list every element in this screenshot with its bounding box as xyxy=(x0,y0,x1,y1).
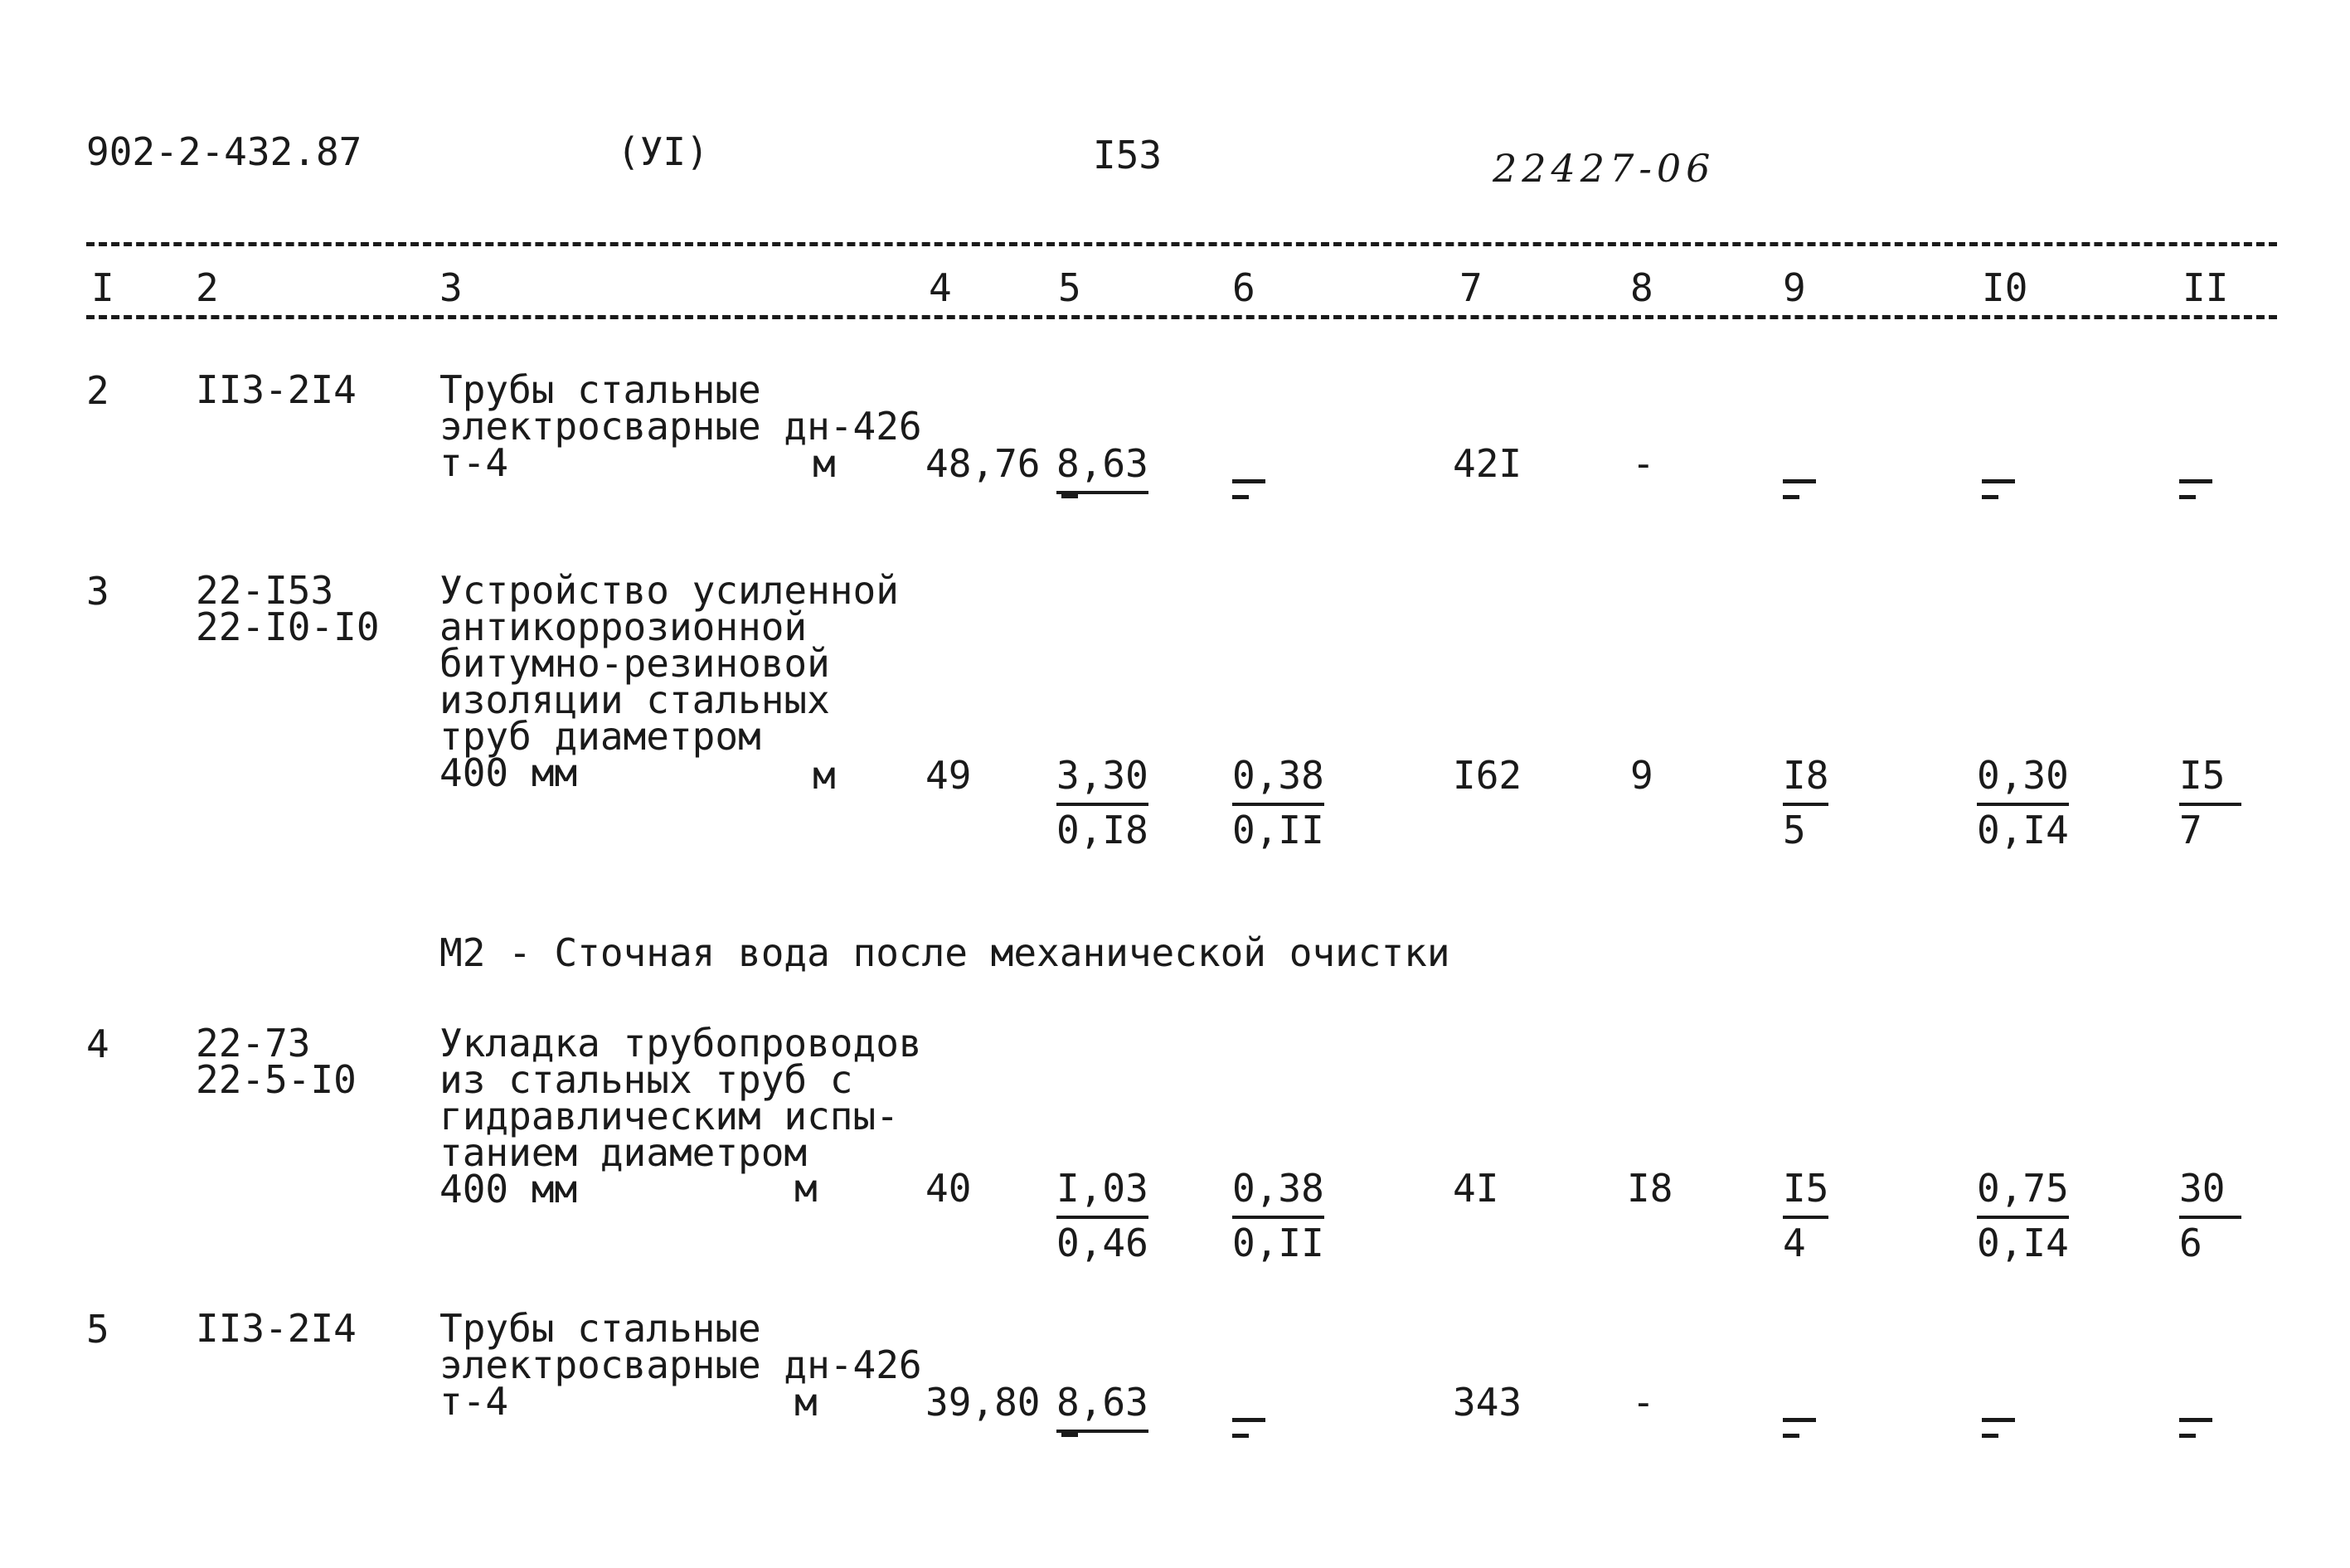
row-description: Трубы стальные электросварные дн-426 т-4 xyxy=(439,1306,922,1424)
row-col10-value: 0,30 xyxy=(1977,753,2069,806)
section-title: М2 - Сточная вода после механической очистки xyxy=(439,930,1450,975)
row-unit: м xyxy=(794,1380,818,1425)
dash-mark xyxy=(1783,463,1816,499)
row-number: 4 xyxy=(86,1022,109,1066)
row-col5-bottom: 0,I8 xyxy=(1056,808,1148,852)
dash-mark xyxy=(2179,1401,2212,1438)
row-description: Укладка трубопроводов из стальных труб с гидравлическим испы- танием диаметром 400 мм xyxy=(439,1021,922,1211)
row-col6-value: 0,38 xyxy=(1232,753,1324,806)
col-header-2: 2 xyxy=(196,265,219,310)
row-col9-value: I5 xyxy=(1783,1166,1828,1219)
row-col7: 42I xyxy=(1453,441,1522,486)
page-number: I53 xyxy=(1093,133,1163,177)
row-col5-top xyxy=(1056,441,1148,486)
row-col11-top xyxy=(2179,1166,2241,1211)
handwritten-stamp: 22427-06 xyxy=(1493,146,1716,191)
row-col10-top xyxy=(1977,1166,2069,1211)
row-col10-bottom: 0,I4 xyxy=(1977,1221,2069,1265)
row-quantity: 40 xyxy=(925,1166,972,1211)
col-header-8: 8 xyxy=(1630,265,1653,310)
row-col5-top xyxy=(1056,753,1148,798)
row-code: II3-2I4 xyxy=(196,1306,357,1351)
row-code: II3-2I4 xyxy=(196,367,357,412)
row-col9-bottom: 4 xyxy=(1783,1221,1806,1265)
col-header-9: 9 xyxy=(1783,265,1806,310)
row-col6-bottom: 0,II xyxy=(1232,1221,1324,1265)
dash-mark xyxy=(1982,463,2015,499)
dash-mark xyxy=(1783,1401,1816,1438)
row-col8: - xyxy=(1632,1380,1655,1425)
dash-mark xyxy=(1232,463,1265,499)
row-quantity: 39,80 xyxy=(925,1380,1041,1425)
row-col7: 343 xyxy=(1453,1380,1522,1425)
row-col6-bottom: 0,II xyxy=(1232,808,1324,852)
row-col7: I62 xyxy=(1453,753,1522,798)
row-col6-top xyxy=(1232,753,1324,798)
col-header-7: 7 xyxy=(1459,265,1483,310)
row-unit: м xyxy=(813,753,836,798)
header-top-rule xyxy=(86,242,2277,246)
row-description: Трубы стальные электросварные дн-426 т-4 xyxy=(439,367,922,485)
row-number: 2 xyxy=(86,368,109,413)
row-col10-bottom: 0,I4 xyxy=(1977,808,2069,852)
row-col6-value: 0,38 xyxy=(1232,1166,1324,1219)
col-header-5: 5 xyxy=(1058,265,1081,310)
row-quantity: 48,76 xyxy=(925,441,1041,486)
section-number: (УI) xyxy=(617,129,709,174)
row-col6-top xyxy=(1232,1166,1324,1211)
header-bottom-rule xyxy=(86,315,2277,319)
row-col5-value: 8,63 xyxy=(1056,1380,1148,1433)
col-header-1: I xyxy=(91,265,114,310)
dash-mark xyxy=(1061,1433,1078,1437)
row-col11-top xyxy=(2179,753,2241,798)
row-col9-value: I8 xyxy=(1783,753,1828,806)
dash-mark xyxy=(1982,1401,2015,1438)
row-col10-value: 0,75 xyxy=(1977,1166,2069,1219)
row-col10-top xyxy=(1977,753,2069,798)
col-header-6: 6 xyxy=(1232,265,1255,310)
row-col11-bottom: 7 xyxy=(2179,808,2202,852)
row-col8: 9 xyxy=(1630,753,1653,798)
row-col9-bottom: 5 xyxy=(1783,808,1806,852)
row-col5-bottom: 0,46 xyxy=(1056,1221,1148,1265)
row-col8: I8 xyxy=(1627,1166,1673,1211)
dash-mark xyxy=(2179,463,2212,499)
row-col11-value: 30 xyxy=(2179,1166,2241,1219)
row-col8: - xyxy=(1632,441,1655,486)
col-header-4: 4 xyxy=(929,265,952,310)
col-header-10: I0 xyxy=(1982,265,2028,310)
row-unit: м xyxy=(813,441,836,486)
row-col5-value: 8,63 xyxy=(1056,441,1148,494)
row-code: 22-73 22-5-I0 xyxy=(196,1021,357,1102)
dash-mark xyxy=(1232,1401,1265,1438)
row-unit: м xyxy=(794,1166,818,1211)
row-col11-value: I5 xyxy=(2179,753,2241,806)
row-quantity: 49 xyxy=(925,753,972,798)
row-col9-top xyxy=(1783,1166,1829,1211)
row-code: 22-I53 22-I0-I0 xyxy=(196,568,380,649)
row-number: 3 xyxy=(86,569,109,614)
col-header-3: 3 xyxy=(439,265,463,310)
row-col9-top xyxy=(1783,753,1829,798)
row-col11-bottom: 6 xyxy=(2179,1221,2202,1265)
row-col5-value: I,03 xyxy=(1056,1166,1148,1219)
dash-mark xyxy=(1061,494,1078,498)
row-col5-value: 3,30 xyxy=(1056,753,1148,806)
doc-code: 902-2-432.87 xyxy=(86,129,362,174)
row-col5-top xyxy=(1056,1380,1148,1425)
row-number: 5 xyxy=(86,1307,109,1352)
row-col5-top xyxy=(1056,1166,1148,1211)
col-header-11: II xyxy=(2182,265,2229,310)
row-col7: 4I xyxy=(1453,1166,1499,1211)
row-description: Устройство усиленной антикоррозионной битумно-резиновой изоляции стальных труб диаметром 400 мм xyxy=(439,568,899,795)
